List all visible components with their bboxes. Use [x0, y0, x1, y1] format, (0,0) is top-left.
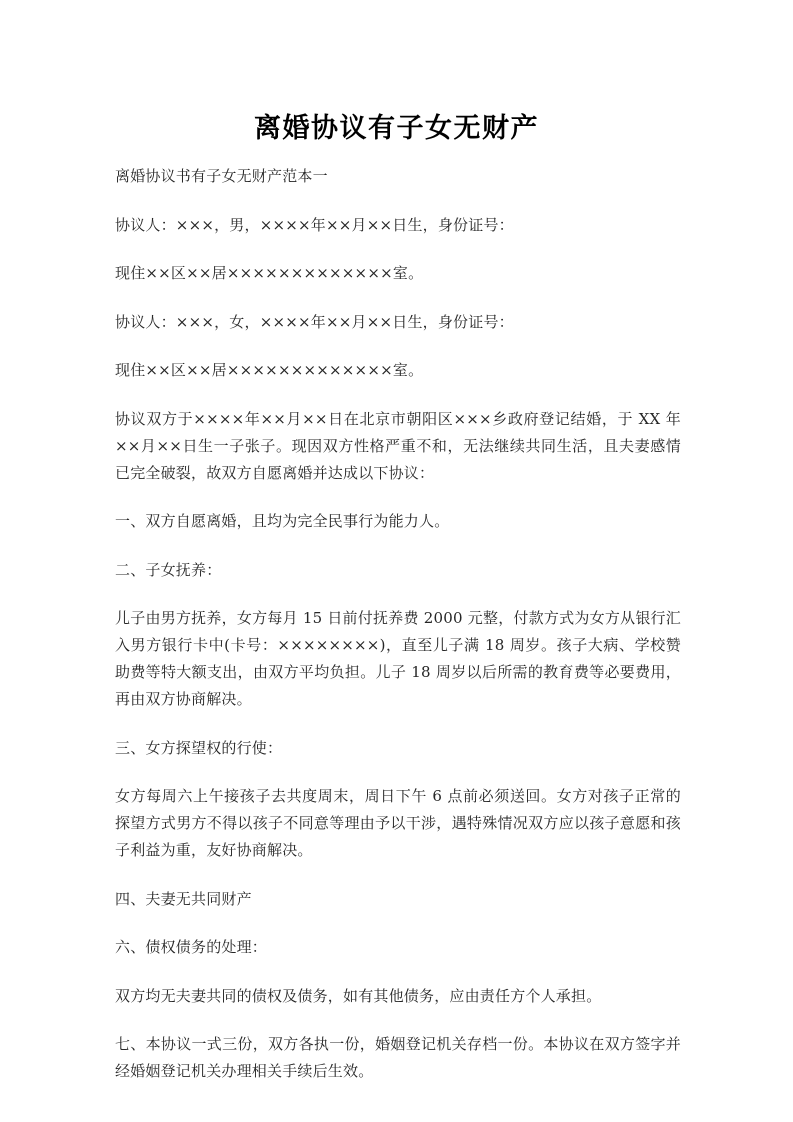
paragraph-clause-six-heading: 六、债权债务的处理： [115, 938, 268, 956]
paragraph-clause-one: 一、双方自愿离婚，且均为完全民事行为能力人。 [115, 512, 450, 530]
paragraph-clause-two-heading: 二、子女抚养： [115, 560, 222, 579]
paragraph-clause-two-body: 儿子由男方抚养，女方每月 15 日前付抚养费 2000 元整，付款方式为女方从银行汇入男方银行卡中(卡号：××××××××)，直至儿子满 18 周岁。孩子大病、学校赞助费等特大额支出，由双方平均负担。儿子 18 周岁以后所需的教育费等必要费用，再由双方协商解决。 [115, 609, 681, 708]
paragraph-party-male-address: 现住××区××居×××××××××××××室。 [115, 264, 424, 282]
paragraph-party-male: 协议人：×××，男，××××年××月××日生，身份证号： [115, 215, 514, 234]
paragraph-clause-seven: 七、本协议一式三份，双方各执一份，婚姻登记机关存档一份。本协议在双方签字并经婚姻登记机关办理相关手续后生效。 [115, 1035, 681, 1080]
paragraph-clause-six-body: 双方均无夫妻共同的债权及债务，如有其他债务，应由责任方个人承担。 [115, 986, 602, 1005]
paragraph-clause-four: 四、夫妻无共同财产 [115, 889, 252, 908]
paragraph-party-female-address: 现住××区××居×××××××××××××室。 [115, 361, 424, 379]
paragraph-subtitle-sample-one: 离婚协议书有子女无财产范本一 [115, 167, 328, 185]
paragraph-party-female: 协议人：×××，女，××××年××月××日生，身份证号： [115, 312, 514, 331]
document-body [115, 163, 681, 1085]
paragraph-marriage-background: 协议双方于××××年××月××日在北京市朝阳区×××乡政府登记结婚，于 XX 年××月××日生一子张子。现因双方性格严重不和，无法继续共同生活，且夫妻感情已完全破裂，故双方自愿离婚并达成以下协议： [115, 409, 681, 482]
page-title: 离婚协议有子女无财产 [254, 113, 539, 145]
paragraph-clause-three-body: 女方每周六上午接孩子去共度周末，周日下午 6 点前必须送回。女方对孩子正常的探望方式男方不得以孩子不同意等理由予以干涉，遇特殊情况双方应以孩子意愿和孩子利益为重，友好协商解决。 [115, 787, 681, 859]
paragraph-clause-three-heading: 三、女方探望权的行使： [115, 738, 283, 757]
